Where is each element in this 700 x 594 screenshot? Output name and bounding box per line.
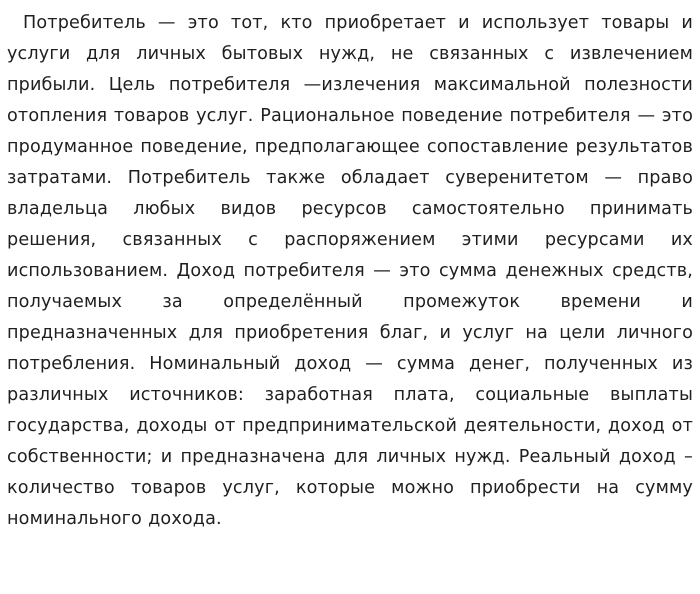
body-paragraph: Потребитель — это тот, кто приобретает и использует товары и услуги для личных бытовых нужд, не связанных с извлечением прибыли. Цель потребителя —излечения максимальной полезности отопления товаров услуг. Рациональное поведение потребителя — это продуманное поведение, предполагающее сопоставление результатов затратами. Потребитель также обладает суверенитетом — право владельца любых видов ресурсов самостоятельно принимать решения, связанных с распоряжением этими ресурсами их использованием. Доход потребителя — это сумма денежных средств, получаемых за определённый промежуток времени и предназначенных для приобретения благ, и услуг на цели личного потребления. Номинальный доход — сумма денег, полученных из различных источников: заработная плата, социальные выплаты государства, доходы от предпринимательской деятельности, доход от собственности; и предназначена для личных нужд. Реальный доход – количество товаров услуг, которые можно приобрести на сумму номинального дохода.	[7, 13, 693, 529]
